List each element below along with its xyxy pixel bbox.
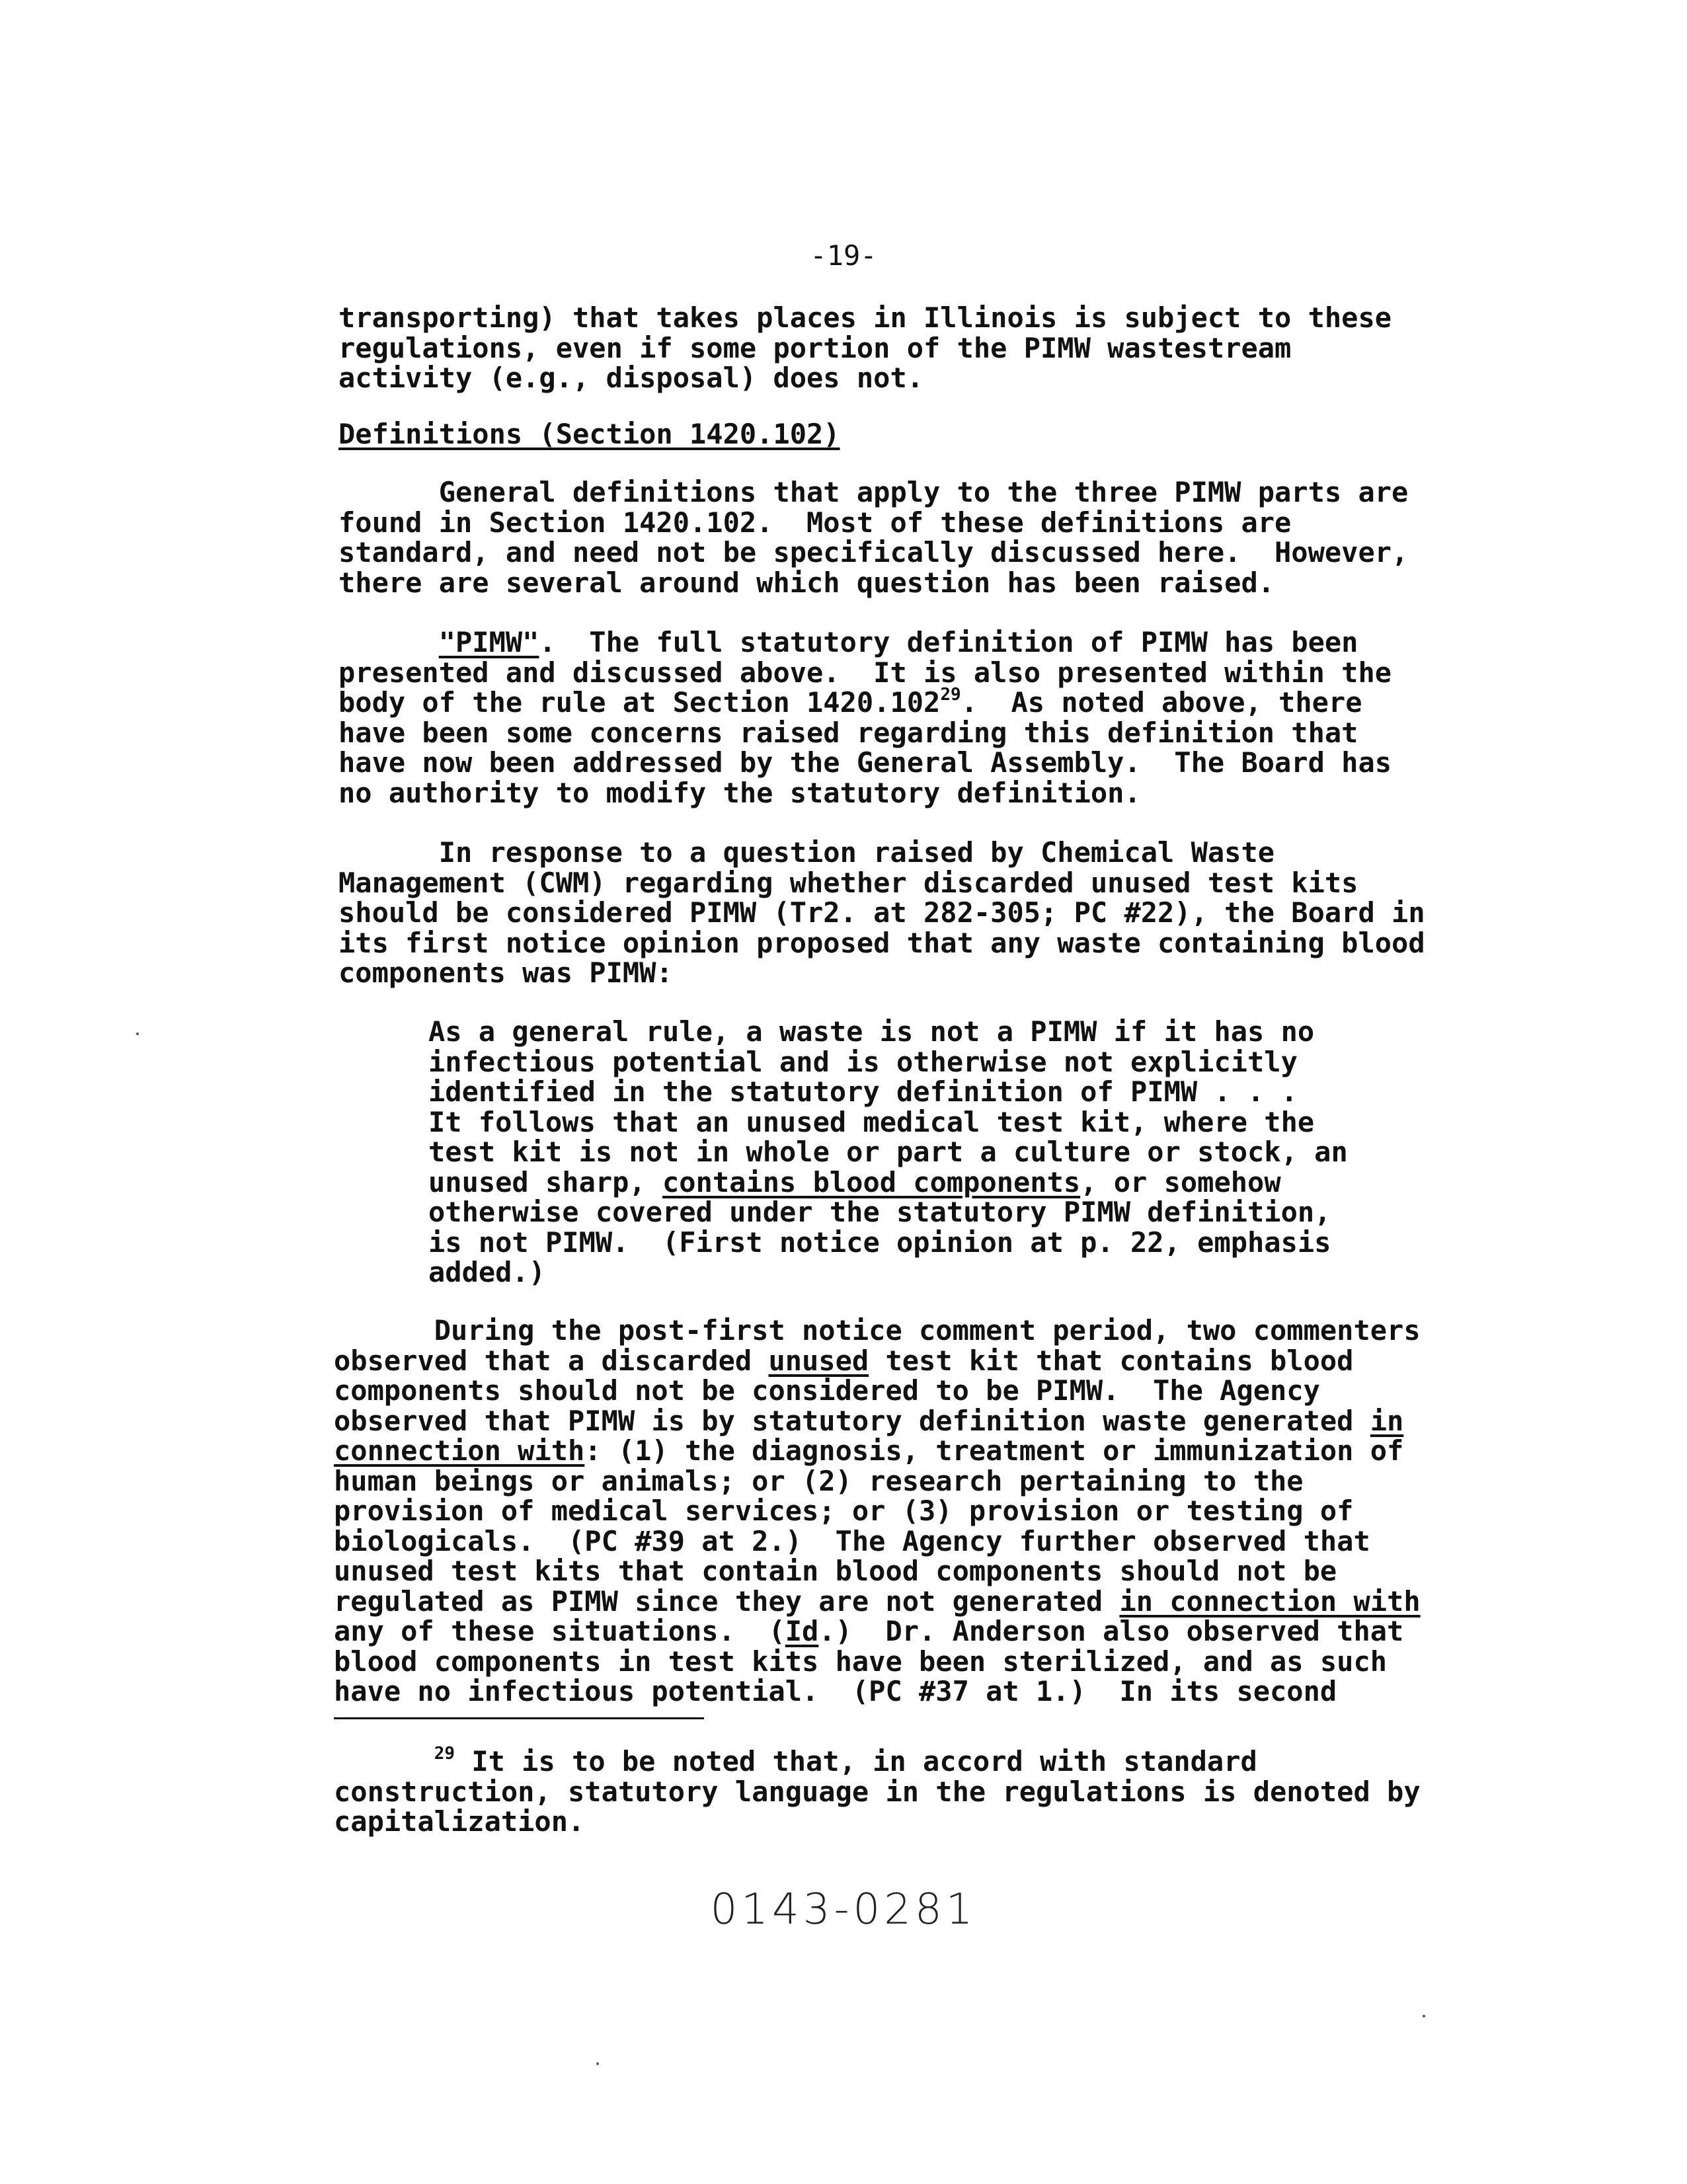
footnote-text: It is to be noted that, in accord with standard [455, 1745, 1257, 1777]
paragraph-line: In response to a question raised by Chemical Waste [338, 836, 1275, 869]
paragraph-line: components should not be considered to be PIMW. The Agency [334, 1374, 1320, 1407]
paragraph-line: Management (CWM) regarding whether discarded unused test kits [338, 866, 1358, 899]
paragraph-text: . The full statutory definition of PIMW has been [539, 626, 1358, 658]
block-quote [428, 1017, 1552, 1288]
emphasis-text: connection with [334, 1434, 585, 1467]
paragraph-line: have no infectious potential. (PC #37 at 1.) In its second [334, 1675, 1337, 1707]
paragraph-line: During the post-first notice comment period, two commenters [334, 1314, 1421, 1346]
section-heading [338, 419, 1555, 449]
quote-text: , or somehow [1080, 1165, 1281, 1198]
paragraph-text: .) Dr. Anderson also observed that [818, 1615, 1404, 1647]
citation-id: Id [785, 1615, 819, 1647]
quote-line: is not PIMW. (First notice opinion at p. 22, emphasis [428, 1226, 1331, 1259]
paragraph-text: observed that a discarded [334, 1344, 769, 1377]
paragraph-line: there are several around which question has been raised. [338, 566, 1275, 599]
quote-line: It follows that an unused medical test kit, where the [428, 1105, 1315, 1138]
intro-line: transporting) that takes places in Illinois is subject to these [338, 301, 1392, 334]
quote-line: otherwise covered under the statutory PIMW definition, [428, 1196, 1331, 1228]
quote-line: test kit is not in whole or part a culture or stock, an [428, 1136, 1348, 1168]
paragraph-line: found in Section 1420.102. Most of these definitions are [338, 506, 1292, 539]
document-stamp-number: 0143-0281 [710, 1885, 977, 1934]
emphasis-text: contains blood components [662, 1165, 1081, 1198]
footnote-reference: 29 [940, 685, 961, 705]
emphasis-text: in connection with [1119, 1584, 1421, 1618]
general-definitions-paragraph [338, 477, 1555, 598]
paragraph-line: standard, and need not be specifically discussed here. However, [338, 536, 1409, 568]
paragraph-line: have now been addressed by the General Assembly. The Board has [338, 746, 1392, 779]
quote-text: unused sharp, [428, 1165, 663, 1198]
paragraph-line: unused test kits that contain blood components should not be [334, 1555, 1337, 1587]
quote-line: identified in the statutory definition of PIMW . . . [428, 1075, 1298, 1108]
quote-line: As a general rule, a waste is not a PIMW if it has no [428, 1015, 1315, 1048]
section-heading-text: Definitions (Section 1420.102) [338, 418, 840, 450]
paragraph-line: human beings or animals; or (2) research pertaining to the [334, 1464, 1304, 1497]
paragraph-line: presented and discussed above. It is also presented within the [338, 656, 1392, 689]
paragraph-text: body of the rule at Section 1420.102 [338, 686, 941, 719]
footnote [334, 1746, 1550, 1837]
response-paragraph [338, 838, 1555, 988]
paragraph-line: no authority to modify the statutory definition. [338, 776, 1141, 809]
scan-speck [136, 1033, 139, 1035]
emphasis-text: in [1370, 1404, 1404, 1437]
paragraph-text: observed that PIMW is by statutory definition waste generated [334, 1404, 1370, 1437]
scan-speck [596, 2062, 599, 2065]
paragraph-text: : (1) the diagnosis, treatment or immunization of [584, 1434, 1404, 1467]
intro-paragraph [338, 303, 1555, 393]
footnote-line: construction, statutory language in the regulations is denoted by [334, 1775, 1421, 1808]
quote-line: infectious potential and is otherwise not explicitly [428, 1045, 1298, 1078]
scan-speck [1423, 2015, 1425, 2017]
page-number: -19- [810, 239, 877, 272]
pimw-term: "PIMW" [438, 626, 539, 658]
paragraph-text: regulated as PIMW since they are not generated [334, 1584, 1120, 1618]
paragraph-line: have been some concerns raised regarding this definition that [338, 716, 1358, 749]
emphasis-text: unused [768, 1344, 869, 1377]
intro-line: regulations, even if some portion of the PIMW wastestream [338, 331, 1292, 364]
footnote-separator [334, 1717, 704, 1719]
quote-line: added.) [428, 1256, 546, 1288]
paragraph-text: any of these situations. ( [334, 1615, 785, 1647]
intro-line: activity (e.g., disposal) does not. [338, 362, 924, 394]
paragraph-line: components was PIMW: [338, 956, 673, 989]
paragraph-text: test kit that contains blood [869, 1344, 1354, 1377]
comment-period-paragraph [334, 1315, 1550, 1707]
footnote-number: 29 [434, 1744, 455, 1764]
paragraph-text: . As noted above, there [961, 686, 1362, 719]
paragraph-line: should be considered PIMW (Tr2. at 282-305; PC #22), the Board in [338, 896, 1425, 929]
paragraph-line: its first notice opinion proposed that any waste containing blood [338, 926, 1425, 959]
pimw-definition-paragraph [338, 627, 1555, 808]
paragraph-line: biologicals. (PC #39 at 2.) The Agency further observed that [334, 1524, 1370, 1557]
paragraph-line: General definitions that apply to the three PIMW parts are [338, 476, 1409, 508]
paragraph-line: provision of medical services; or (3) provision or testing of [334, 1495, 1354, 1527]
paragraph-line: blood components in test kits have been sterilized, and as such [334, 1645, 1388, 1678]
footnote-line: capitalization. [334, 1805, 585, 1838]
